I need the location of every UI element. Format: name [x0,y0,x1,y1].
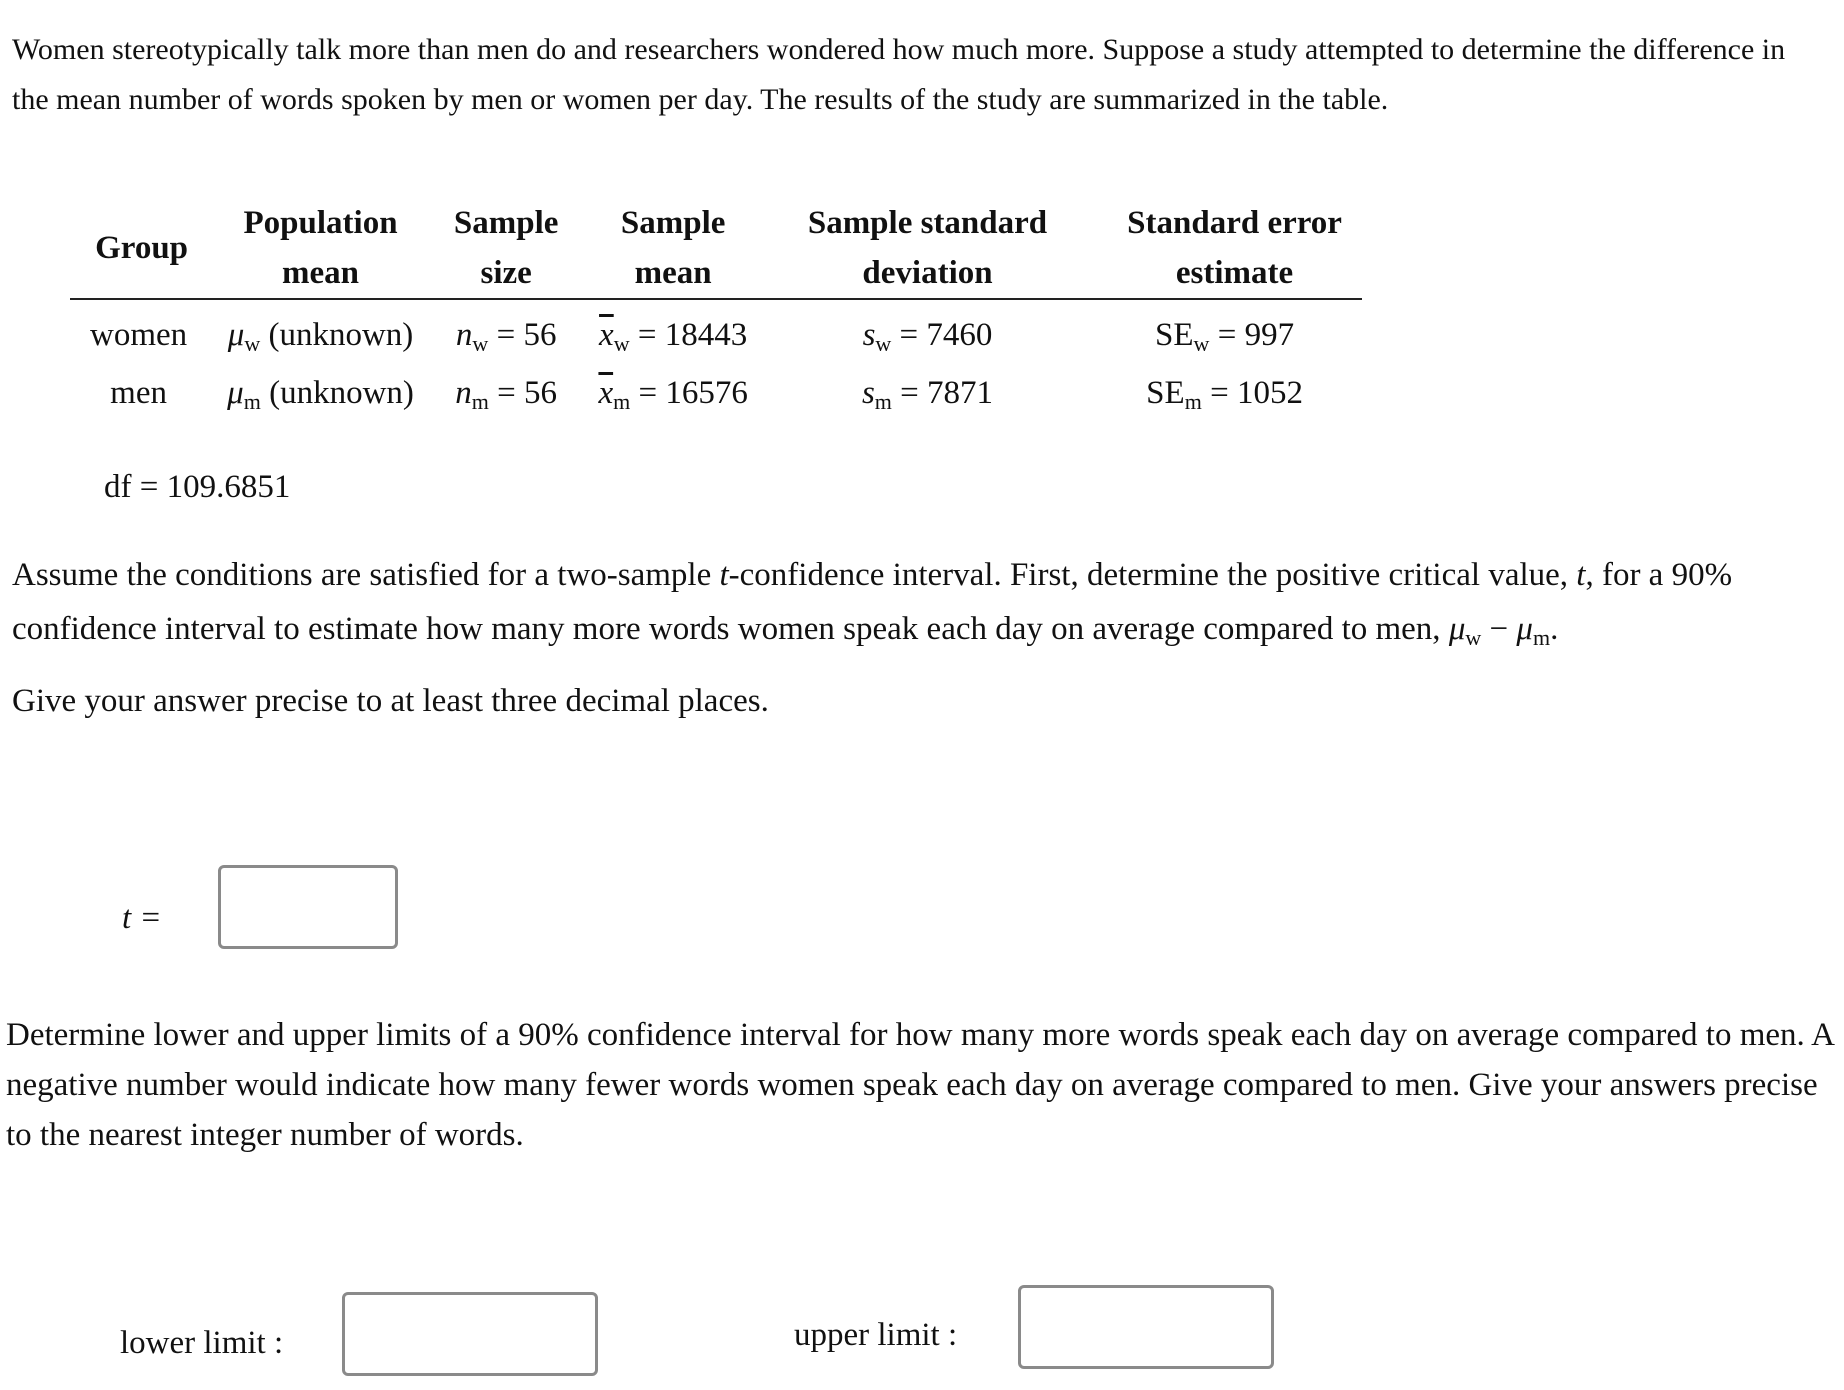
cell-group: women [90,317,188,353]
header-sample-mean [578,198,767,299]
header-sample-size-line2: size [480,255,532,291]
header-standard-error-line1: Standard error [1127,205,1342,241]
header-sample-sd-line2: deviation [862,255,993,291]
header-sample-sd-line1: Sample standard [807,205,1048,241]
summary-table [70,198,1362,422]
cell-standard-error: $SE_w = 997$ [1155,317,1295,356]
cell-population-mean: $\mu_m$ (unknown) [227,375,414,414]
df-value: 109.6851 [166,469,291,505]
problem-intro: Women stereotypically talk more than men do and researchers wondered how much more. Suppose a study attempted to determine the difference in the mean number of words spoken by men or women per day. The results of the study are summarized in the table. [12,33,1786,116]
header-standard-error-line2: estimate [1175,255,1294,291]
cell-sample-mean: $\overline{x}_w = 18443$ [599,317,748,356]
lower-limit-input[interactable] [342,1292,598,1376]
header-sample-mean-line1: Sample [620,205,726,241]
upper-limit-input[interactable] [1018,1285,1274,1369]
df-label: df [104,469,132,505]
header-sample-size [434,198,579,299]
header-sample-mean-line2: mean [634,255,712,291]
t-answer-input[interactable] [218,865,398,949]
degrees-of-freedom: df = 109.6851 [104,469,291,505]
upper-limit-label: upper limit : [794,1317,958,1353]
header-population-mean-line2: mean [282,255,360,291]
header-sample-sd [768,198,1087,299]
t-answer-label: t = [122,900,162,936]
cell-sample-size: $n_m = 56$ [455,375,558,414]
question-critical-value: Assume the conditions are satisfied for a two-sample t-confidence interval. First, determine the positive critical value, t, for a 90% confidence interval to estimate how many more words women speak each day on average compared to men, $\mu_w - \mu_m$. [12,557,1733,650]
cell-sample-size: $n_w = 56$ [455,317,557,356]
table-row [70,299,1362,364]
cell-sample-sd: $s_w = 7460$ [862,317,993,356]
header-population-mean [207,198,434,299]
cell-sample-mean: $\overline{x}_m = 16576$ [598,375,748,414]
header-group: Group [95,230,189,266]
question-interval-limits: Determine lower and upper limits of a 90% confidence interval for how many more words speak each day on average compared to men. A negative number would indicate how many fewer words women speak each day on average compared to men. Give your answers precise to the nearest integer number of words. [6,1017,1834,1153]
header-population-mean-line1: Population [243,205,398,241]
lower-limit-label: lower limit : [120,1325,284,1361]
summary-table-container [70,198,1540,422]
table-row [70,364,1362,422]
cell-group: men [110,375,167,411]
cell-population-mean: $\mu_w$ (unknown) [227,317,414,356]
cell-sample-sd: $s_m = 7871$ [861,375,994,414]
cell-standard-error: $SE_m = 1052$ [1146,375,1303,414]
header-standard-error [1087,198,1362,299]
precision-instruction: Give your answer precise to at least three decimal places. [12,683,769,719]
table-header-row [70,198,1362,299]
header-sample-size-line1: Sample [453,205,559,241]
